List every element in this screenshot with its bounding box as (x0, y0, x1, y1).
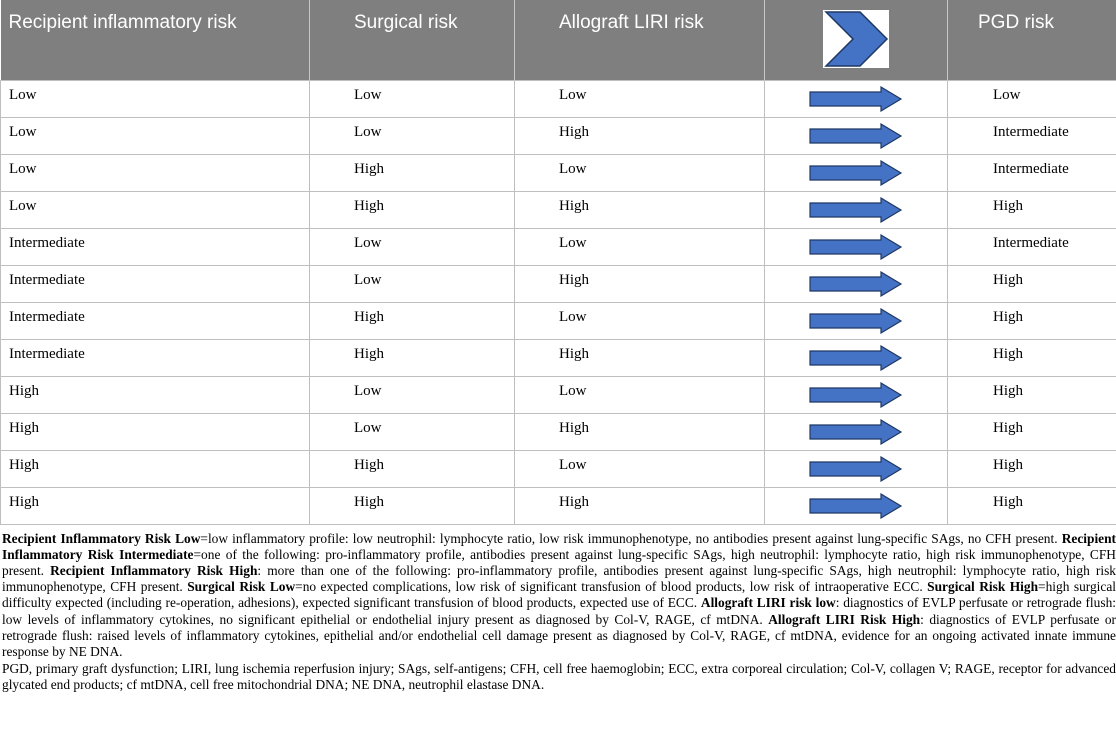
definition-term: Allograft LIRI risk low (700, 595, 836, 611)
arrow-right-icon (809, 86, 903, 112)
table-body (1, 80, 1116, 524)
cell-surgical-risk: High (310, 487, 515, 524)
cell-allograft-risk: High (515, 117, 765, 154)
arrow-right-icon (809, 271, 903, 297)
cell-recipient-risk: High (1, 450, 310, 487)
arrow-right-icon (809, 419, 903, 445)
cell-allograft-risk: Low (515, 228, 765, 265)
definition-text: =low inflammatory profile: low neutrophil: lymphocyte ratio, low risk immunophenotype, no antibodies present against lung-specific SAgs, no CFH present. (200, 530, 1062, 546)
cell-pgd-risk: High (948, 376, 1116, 413)
cell-surgical-risk: High (310, 154, 515, 191)
cell-surgical-risk: High (310, 302, 515, 339)
cell-recipient-risk: Intermediate (1, 339, 310, 376)
cell-recipient-risk: Intermediate (1, 228, 310, 265)
cell-pgd-risk: High (948, 302, 1116, 339)
cell-pgd-risk: Intermediate (948, 228, 1116, 265)
table-row (1, 487, 1116, 524)
header-row (1, 0, 1116, 80)
cell-pgd-risk: High (948, 413, 1116, 450)
cell-pgd-risk: Intermediate (948, 117, 1116, 154)
cell-surgical-risk: High (310, 339, 515, 376)
cell-pgd-risk: High (948, 487, 1116, 524)
definition-term: Surgical Risk Low (187, 579, 296, 595)
cell-recipient-risk: Low (1, 154, 310, 191)
cell-allograft-risk: Low (515, 154, 765, 191)
arrow-cell (765, 80, 948, 117)
cell-pgd-risk: Low (948, 80, 1116, 117)
header-pgd-risk: PGD risk (948, 0, 1116, 80)
arrow-cell (765, 117, 948, 154)
definition-text: =high surgical difficulty expected (including re-operation, adhesions), expected significant transfusion of blood products, expected use of ECC. (2, 579, 1116, 611)
arrow-right-icon (809, 197, 903, 223)
arrow-cell (765, 265, 948, 302)
arrow-right-icon (809, 160, 903, 186)
cell-allograft-risk: Low (515, 450, 765, 487)
cell-surgical-risk: Low (310, 228, 515, 265)
chevron-right-icon (823, 10, 889, 68)
cell-pgd-risk: High (948, 265, 1116, 302)
arrow-right-icon (809, 456, 903, 482)
table-row (1, 376, 1116, 413)
header-surgical-risk: Surgical risk (310, 0, 515, 80)
arrow-cell (765, 302, 948, 339)
table-row (1, 265, 1116, 302)
arrow-cell (765, 450, 948, 487)
cell-recipient-risk: Intermediate (1, 302, 310, 339)
cell-pgd-risk: High (948, 450, 1116, 487)
abbreviations-paragraph: PGD, primary graft dysfunction; LIRI, lung ischemia reperfusion injury; SAgs, self-antigens; CFH, cell free haemoglobin; ECC, extra corporeal circulation; Col-V, collagen V; RAGE, receptor for advanced glycated end products; cf mtDNA, cell free mitochondrial DNA; NE DNA, neutrophil elastase DNA. (2, 661, 1116, 693)
arrow-right-icon (809, 123, 903, 149)
cell-allograft-risk: Low (515, 80, 765, 117)
cell-allograft-risk: Low (515, 376, 765, 413)
arrow-cell (765, 376, 948, 413)
definitions-paragraph (2, 531, 1116, 661)
arrow-cell (765, 154, 948, 191)
cell-pgd-risk: High (948, 339, 1116, 376)
cell-allograft-risk: High (515, 413, 765, 450)
definition-term: Recipient Inflammatory Risk Low (2, 530, 201, 546)
cell-recipient-risk: Low (1, 191, 310, 228)
cell-pgd-risk: Intermediate (948, 154, 1116, 191)
table-row (1, 154, 1116, 191)
definition-text: : diagnostics of EVLP perfusate or retrograde flush: raised levels of inflammatory cytokines, epithelial and/or endothelial cell damage present as diagnosed by Col-V, RAGE, cf mtDNA, evidence for an ongoing activated innate immune response by NE DNA. (2, 611, 1116, 659)
header-allograft-risk: Allograft LIRI risk (515, 0, 765, 80)
definition-text: : more than one of the following: pro-inflammatory profile, antibodies present against lung-specific SAgs, high neutrophil: lymphocyte ratio, high risk immunophenotype, CFH present. (2, 562, 1116, 595)
header-arrow-cell (765, 0, 948, 80)
arrow-cell (765, 228, 948, 265)
cell-allograft-risk: High (515, 339, 765, 376)
definition-term: Allograft LIRI Risk High (768, 611, 921, 627)
table-row (1, 302, 1116, 339)
definition-text: =no expected complications, low risk of significant transfusion of blood products, low risk of intraoperative ECC. (295, 579, 928, 595)
cell-recipient-risk: Low (1, 80, 310, 117)
definition-text: =one of the following: pro-inflammatory profile, antibodies present against lung-specific SAgs, high neutrophil: lymphocyte ratio, high risk immunophenotype, CFH present. (2, 546, 1116, 578)
arrow-right-icon (809, 493, 903, 519)
cell-surgical-risk: Low (310, 376, 515, 413)
cell-pgd-risk: High (948, 191, 1116, 228)
table-row (1, 117, 1116, 154)
arrow-cell (765, 413, 948, 450)
cell-allograft-risk: High (515, 487, 765, 524)
cell-surgical-risk: High (310, 450, 515, 487)
table-row (1, 80, 1116, 117)
cell-recipient-risk: Intermediate (1, 265, 310, 302)
definition-term: Recipient Inflammatory Risk High (50, 562, 258, 578)
cell-surgical-risk: Low (310, 80, 515, 117)
table-row (1, 228, 1116, 265)
arrow-right-icon (809, 345, 903, 371)
cell-allograft-risk: High (515, 265, 765, 302)
cell-recipient-risk: Low (1, 117, 310, 154)
cell-recipient-risk: High (1, 376, 310, 413)
header-recipient-risk: Recipient inflammatory risk (1, 0, 310, 80)
cell-surgical-risk: Low (310, 117, 515, 154)
cell-recipient-risk: High (1, 413, 310, 450)
table-row (1, 191, 1116, 228)
arrow-right-icon (809, 234, 903, 260)
cell-surgical-risk: High (310, 191, 515, 228)
table-footnotes (0, 525, 1116, 694)
cell-surgical-risk: Low (310, 413, 515, 450)
cell-surgical-risk: Low (310, 265, 515, 302)
arrow-right-icon (809, 308, 903, 334)
arrow-right-icon (809, 382, 903, 408)
table-row (1, 450, 1116, 487)
arrow-cell (765, 191, 948, 228)
arrow-cell (765, 339, 948, 376)
arrow-cell (765, 487, 948, 524)
cell-recipient-risk: High (1, 487, 310, 524)
cell-allograft-risk: High (515, 191, 765, 228)
table-row (1, 413, 1116, 450)
definition-term: Surgical Risk High (927, 579, 1039, 595)
table-row (1, 339, 1116, 376)
definition-text: : diagnostics of EVLP perfusate or retrograde flush: low levels of inflammatory cytokines, no significant epithelial or endothelial injury present as diagnosed by Col-V, RAGE, cf mtDNA. (2, 595, 1116, 627)
cell-allograft-risk: Low (515, 302, 765, 339)
definition-term: Recipient Inflammatory Risk Intermediate (2, 530, 1116, 562)
